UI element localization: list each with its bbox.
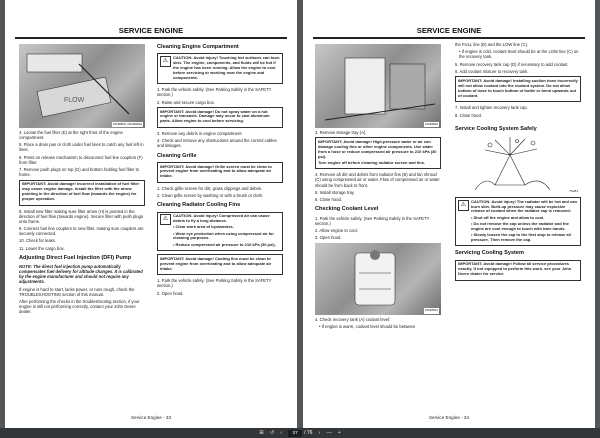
step-text: 6. Close hood.: [315, 197, 343, 203]
page-footer: Service Engine - 34: [428, 415, 470, 420]
radiator-burst-illustration: [455, 135, 581, 195]
important-text: Turn engine off before cleaning radiator screen and fins.: [318, 159, 426, 165]
left-column: [315, 44, 441, 331]
warning-icon: ⚠: [160, 214, 171, 225]
caution-box: [157, 212, 283, 251]
page-header: SERVICE ENGINE: [118, 26, 184, 35]
important-text: IMPORTANT: Avoid damage! Do not spray water on a hot engine or transaxle. Damage may occur to cast aluminum parts. Allow engine to cool before servicing.: [160, 108, 270, 124]
step-text: 1. Check grille screen for dirt, grass clippings and debris.: [157, 186, 263, 192]
important-text: IMPORTANT: Avoid damage! Follow all service procedures exactly. If not equipped to perform this work, see your John Deere dealer for service.: [458, 261, 572, 276]
important-text: IMPORTANT: Avoid damage! Grille screen must be clean to prevent engine from overheating and to allow adequate air intake.: [160, 163, 272, 179]
section-heading: Cleaning Radiator Cooling Fins: [157, 202, 241, 209]
page-footer: Service Engine - 33: [130, 415, 172, 420]
step-text: 1. Park the vehicle safely. (See Parking Safely in the SAFETY section.): [315, 215, 430, 226]
important-box: [315, 137, 441, 169]
page-total: / 76: [304, 430, 313, 436]
important-box: [157, 254, 283, 275]
right-column: [455, 42, 581, 284]
step-text: 7. Remove push plugs on top (G) and bottom holding fuel filter to frame.: [19, 167, 140, 178]
step-text: 4. Locate the fuel filter (E) at the right front of the engine compartment.: [19, 130, 123, 141]
warning-icon: ⚠: [160, 56, 171, 67]
radiator-image: [315, 44, 441, 128]
coolant-tank-image: [315, 243, 441, 315]
header-rule: [15, 37, 287, 39]
next-page-icon[interactable]: ›: [318, 430, 321, 436]
important-box: [19, 180, 145, 206]
section-heading: Servicing Cooling System: [455, 250, 525, 257]
section-heading: Adjusting Direct Fuel Injection (DFI) Pump: [19, 254, 132, 261]
step-text: 11. Lower the cargo box.: [19, 245, 65, 251]
caution-bullet: • Wear eye protection when using compressed air for cleaning purposes.: [173, 230, 274, 241]
step-text: the FULL line (B) and the LOW line (C).: [455, 42, 529, 47]
step-text: 10. Check for leaks.: [19, 238, 57, 244]
caution-text: CAUTION: Avoid injury! Compressed air can cause debris to fly a long distance.: [173, 213, 270, 224]
step-bullet: • If engine is cold, coolant level should be at the LOW line (C) on the recovery tank.: [459, 49, 579, 60]
page-header: SERVICE ENGINE: [416, 26, 482, 35]
coolant-tank-illustration: [315, 243, 441, 315]
important-text: IMPORTANT: Avoid damage! Installing suction hose incorrectly will not allow coolant into the coolant system. Do not allow bottom of hose to touch bottom of bottle or bend upwards out of coolant.: [458, 77, 578, 98]
fuel-filter-image: [19, 44, 145, 128]
step-text: 5. Remove recovery tank cap (D) if necessary to add coolant.: [455, 61, 569, 67]
page-indicator: [288, 430, 312, 437]
caution-box: [455, 197, 581, 246]
caution-bullet: • Shut off the engine and allow to cool.: [471, 214, 545, 220]
step-text: 8. Close hood.: [455, 112, 483, 118]
caution-text: CAUTION: Avoid injury! Touching hot surfaces can burn skin. The engine, components, and fluids will be hot if the engine has been running. Allow the engine to cool before servicing or working near the engine and components.: [173, 55, 280, 80]
step-text: 2. Open hood.: [157, 290, 184, 296]
step-text: 4. Remove all dirt and debris from radiator fins (B) and fan shroud (C) using compressed air or water. Flow of compressed air or water should be from back to front.: [315, 172, 440, 188]
rotate-icon[interactable]: ↺: [269, 430, 275, 436]
step-text: 6. Press on release mechanism to disconnect fuel line couplers (F) from filter.: [19, 154, 143, 165]
step-text: 3. Remove any debris in engine compartment.: [157, 131, 243, 137]
radiator-illustration: [315, 44, 441, 128]
important-box: [157, 162, 283, 183]
step-text: 5. Install storage tray.: [315, 189, 355, 195]
page-number-input[interactable]: 37: [288, 430, 302, 437]
fuel-filter-illustration: [19, 44, 145, 128]
step-text: 5. Place a drain pan or cloth under fuel lines to catch any fuel left in lines.: [19, 142, 144, 153]
caution-bullet: • Do not remove the cap unless the radiator and the engine are cool enough to touch with bare hands.: [471, 220, 569, 231]
image-caption: MX38600, MX39600a: [112, 121, 142, 126]
important-text: IMPORTANT: Avoid damage! Incorrect installation of fuel filter may cause engine damage. Install the filter with the arrow pointing in the direction of fuel flow (towards the engine) for proper operation.: [22, 181, 140, 201]
caution-bullet: • Reduce compressed air pressure to 210 kPa (30 psi).: [173, 241, 276, 247]
zoom-out-button[interactable]: —: [326, 430, 332, 436]
step-text: 4. Check recovery tank (A) coolant level:: [315, 316, 391, 322]
important-text: IMPORTANT: Avoid damage! Cooling fins must be clean to prevent engine from overheating and to allow adequate air intake.: [160, 255, 272, 271]
note-text: NOTE: The direct fuel injection pump automatically compensates fuel delivery for altitude changes. It is calibrated by the engine manufacturer and should not require any adjustments.: [19, 264, 143, 285]
step-text: 9. Connect fuel line couplers to new filter, making sure couplers are securely connected.: [19, 225, 144, 237]
important-box: [455, 76, 581, 102]
svg-text:FLOW: FLOW: [64, 97, 85, 104]
body-text: If engine is hard to start, lacks power, or runs rough, check the TROUBLESHOOTING section of this manual.: [19, 286, 135, 297]
section-heading: Cleaning Grille: [157, 152, 197, 159]
image-caption: MX38601: [425, 308, 438, 313]
step-text: 4. Check and remove any obstructions around the control cables and linkages.: [157, 138, 277, 149]
step-text: 1. Park the vehicle safely. (See Parking Safely in the SAFETY section.): [157, 278, 272, 289]
section-heading: Checking Coolant Level: [315, 206, 379, 213]
step-text: 7. Install and tighten recovery tank cap.: [455, 105, 528, 111]
fit-page-icon[interactable]: ⊞: [259, 430, 264, 436]
step-text: 8. Install new filter making sure filter arrow (H) is pointed in the direction of fuel flow (towards engine). Secure filter with push plugs onto frame.: [19, 208, 144, 224]
step-text: 2. Clean grille screen by washing or with a brush or cloth.: [157, 193, 264, 199]
body-text: After performing the checks in the troubleshooting section, if your engine is still not performing correctly, contact your John Deere dealer.: [19, 299, 140, 315]
section-heading: Cleaning Engine Compartment: [157, 44, 239, 50]
caution-bullet: • Clear work area of bystanders.: [173, 224, 234, 230]
page-34: [303, 0, 595, 428]
pdf-toolbar: [0, 428, 600, 438]
caution-text: CAUTION: Avoid injury! The radiator will be hot and can burn skin. Built-up pressure may cause explosive release of coolant when the radiator cap is removed:: [471, 198, 577, 214]
left-column: [19, 44, 145, 317]
image-caption: MX38600: [425, 121, 438, 126]
important-text: IMPORTANT: Avoid damage! High-pressure water or air can damage cooling fins or other engine components. Use water from a hose or reduce compressed air pressure to 210 kPa (30 psi).: [318, 138, 437, 159]
step-text: 6. Add coolant mixture to recovery tank.: [455, 68, 529, 74]
header-rule: [313, 37, 585, 39]
step-text: 3. Open hood.: [315, 235, 342, 241]
right-column: [157, 44, 283, 298]
important-box: [455, 260, 581, 281]
step-text: 2. Allow engine to cool.: [315, 228, 358, 233]
important-box: [157, 107, 283, 128]
prev-page-icon[interactable]: ‹: [280, 430, 283, 436]
image-caption: TS281: [569, 188, 578, 193]
caution-bullet: • Slowly loosen the cap to the first stop to release all pressure. Then remove the cap.: [471, 231, 571, 242]
warning-icon: ⚠: [458, 200, 469, 211]
section-heading: Service Cooling System Safely: [455, 125, 537, 132]
page-33: [5, 0, 297, 428]
pressure-warning-image: [455, 135, 581, 195]
step-text: 1. Park the vehicle safely. (See Parking Safely in the SAFETY section.): [157, 87, 272, 98]
step-text: 2. Raise and secure cargo box.: [157, 99, 215, 105]
zoom-in-button[interactable]: +: [337, 430, 341, 436]
step-text: 3. Remove storage tray (A).: [315, 130, 367, 135]
caution-box: [157, 53, 283, 84]
step-bullet: • If engine is warm, coolant level should be between: [319, 323, 416, 329]
